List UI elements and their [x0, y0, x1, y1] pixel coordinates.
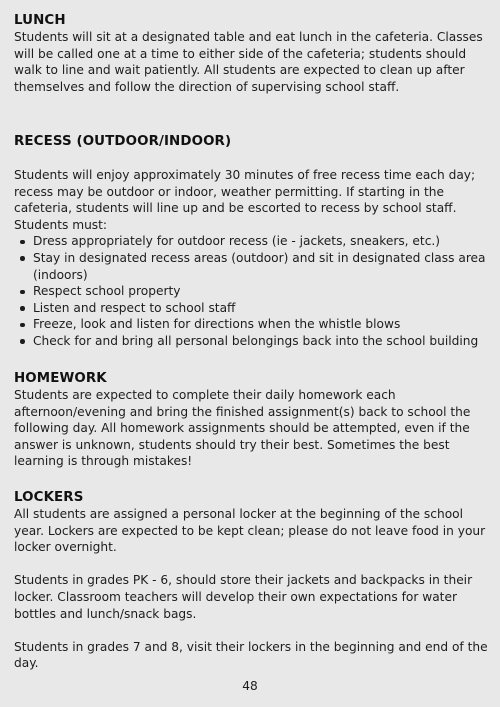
- lockers-paragraph-3: Students in grades 7 and 8, visit their lockers in the beginning and end of the day.: [14, 639, 488, 671]
- recess-heading: RECESS (OUTDOOR/INDOOR): [14, 134, 232, 149]
- page-number: 48: [242, 679, 258, 693]
- homework-heading: HOMEWORK: [14, 371, 107, 386]
- lockers-paragraph-1: All students are assigned a personal locker at the beginning of the school year. Lockers are expected to be kept clean; please do not leave food in your locker overnight.: [14, 507, 486, 555]
- recess-intro: Students will enjoy approximately 30 minutes of free recess time each day; recess may be outdoor or indoor, weather permitting. If starting in the cafeteria, students will line up and be escorted to recess by school staff. Students must:: [14, 168, 476, 232]
- recess-rule-item: Check for and bring all personal belongings back into the school building: [14, 333, 488, 350]
- recess-section: [14, 133, 488, 350]
- recess-rule-item: Dress appropriately for outdoor recess (ie - jackets, sneakers, etc.): [14, 233, 488, 250]
- lunch-heading: LUNCH: [14, 13, 66, 28]
- lockers-heading: LOCKERS: [14, 490, 84, 505]
- recess-rule-item: Listen and respect to school staff: [14, 300, 488, 317]
- homework-section: [14, 370, 488, 470]
- recess-rule-item: Respect school property: [14, 283, 488, 300]
- lockers-paragraph-2: Students in grades PK - 6, should store their jackets and backpacks in their locker. Classroom teachers will develop their own expectations for water bottles and lunch/snack bags.: [14, 573, 473, 621]
- recess-rule-item: Freeze, look and listen for directions when the whistle blows: [14, 316, 488, 333]
- lockers-section: [14, 489, 488, 672]
- lunch-section: [14, 12, 488, 95]
- homework-text: Students are expected to complete their daily homework each afternoon/evening and bring the finished assignment(s) back to school the following day. All homework assignments should be attempted, even if the answer is unknown, students should try their best. Sometimes the best learning is through mistakes!: [14, 388, 471, 469]
- recess-rules-list: [14, 233, 488, 349]
- recess-rule-item: Stay in designated recess areas (outdoor) and sit in designated class area (indoors): [14, 250, 488, 283]
- lunch-text: Students will sit at a designated table and eat lunch in the cafeteria. Classes will be called one at a time to either side of the cafeteria; students should walk to line and wait patiently. All students are expected to clean up after themselves and follow the direction of supervising school staff.: [14, 30, 483, 94]
